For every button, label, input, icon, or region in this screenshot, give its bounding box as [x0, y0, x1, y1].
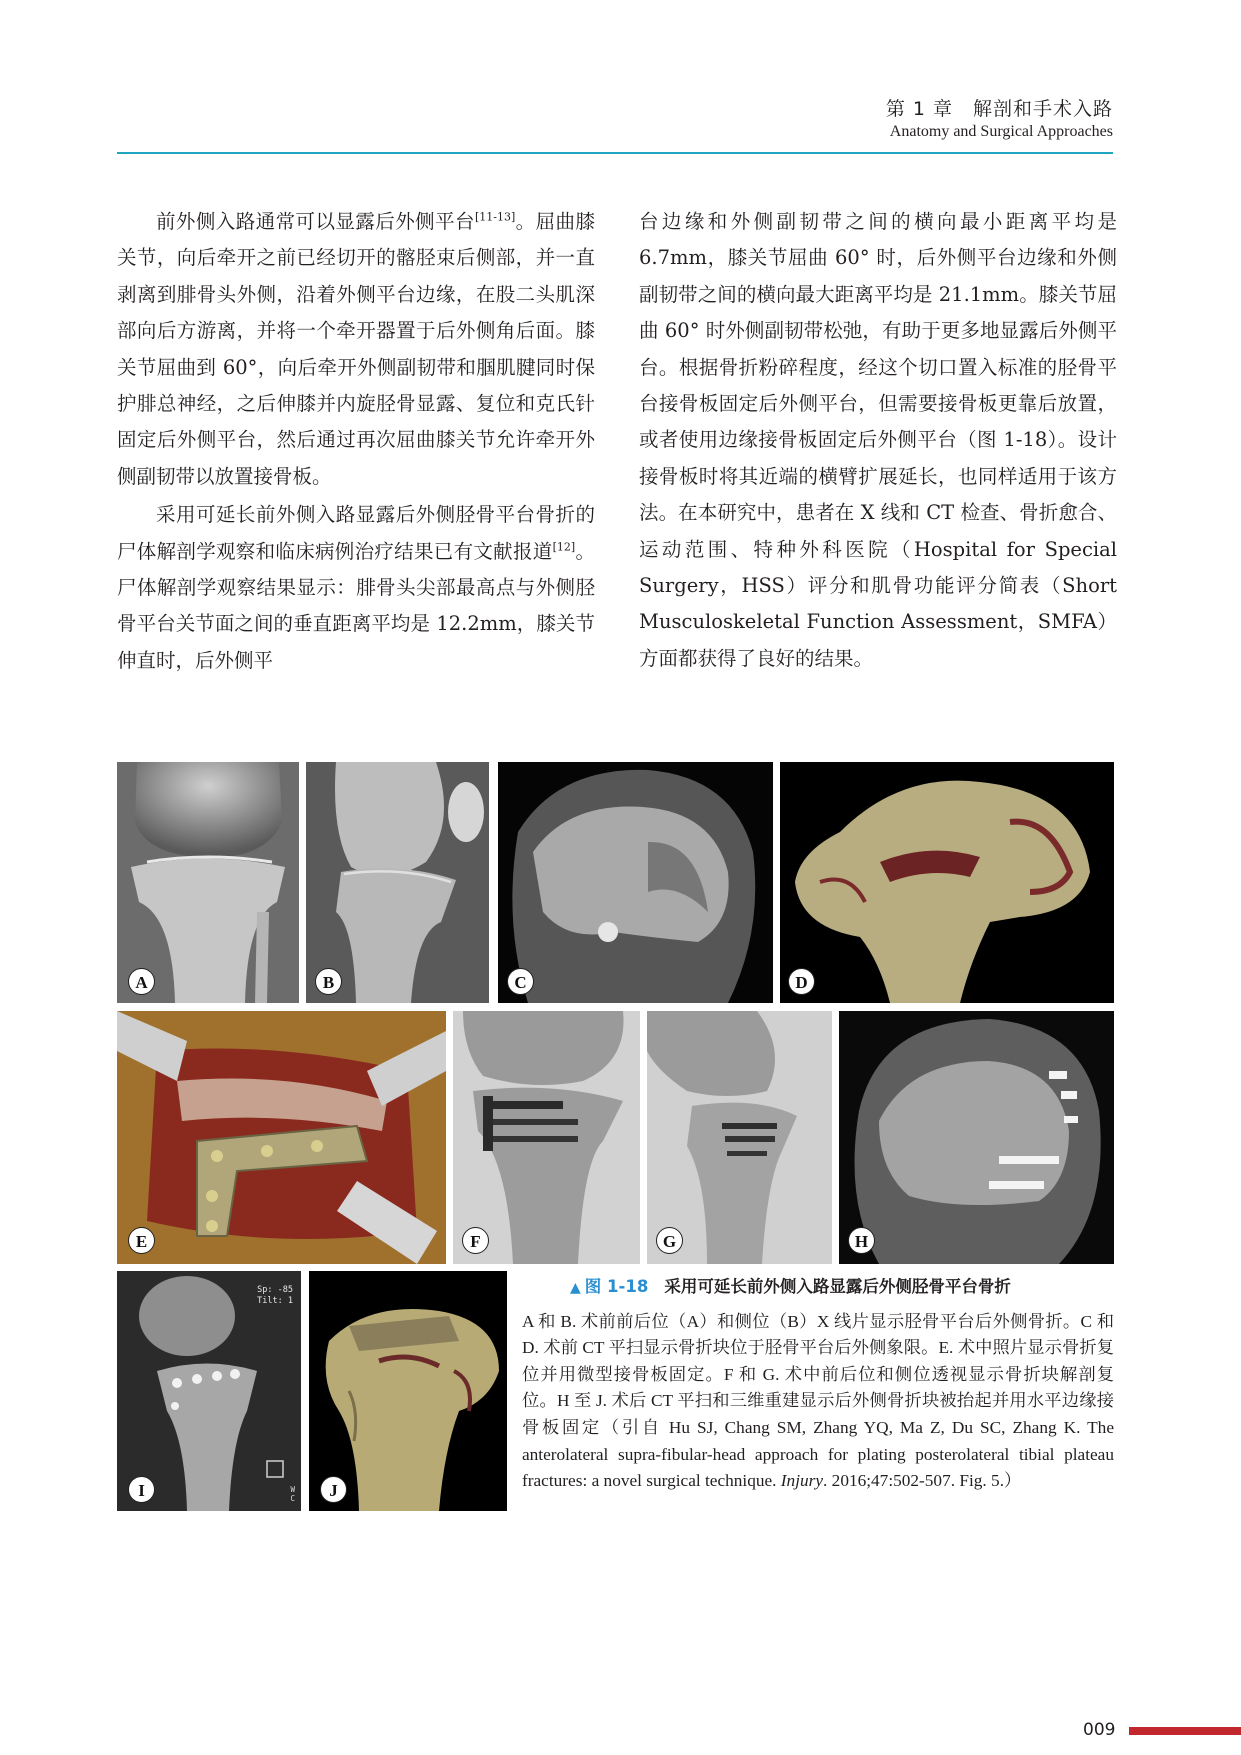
panel-label-h: H: [848, 1227, 875, 1254]
caption-text: A 和 B. 术前前后位（A）和侧位（B）X 线片显示胫骨平台后外侧骨折。C 和 D. 术前 CT 平扫显示骨折块位于胫骨平台后外侧象限。E. 术中照片显示骨折复位并用微型接骨板固定。F 和 G. 术中前后位和侧位透视显示骨折块解剖复位。H 至 J. 术后 CT 平扫和三维重建显示后外侧骨折块被抬起并用水平边缘接骨板固定（引自 Hu SJ, Chang SM, Zhang YQ, Ma Z, Du SC, Zhang K. The anterolateral supra-fibular-head approach for plating posterolateral tibial plateau fractures: a novel surgical technique.: [522, 1311, 1114, 1491]
paragraph-2-continued: 台边缘和外侧副韧带之间的横向最小距离平均是 6.7mm，膝关节屈曲 60° 时，后外侧平台边缘和外侧副韧带之间的横向最大距离平均是 21.1mm。膝关节屈曲 60° 时外侧副韧带松弛，有助于更多地显露后外侧平台。根据骨折粉碎程度，经这个切口置入标准的胫骨平台接骨板固定后外侧平台，但需要接骨板更靠后放置，或者使用边缘接骨板固定后外侧平台（图 1-18）。设计接骨板时将其近端的横臂扩展延长，也同样适用于该方法。在本研究中，患者在 X 线和 CT 检查、骨折愈合、运动范围、特种外科医院（Hospital for Special Surgery，HSS）评分和肌骨功能评分简表（Short Musculoskeletal Function Assessment，SMFA） 方面都获得了良好的结果。: [639, 210, 1117, 670]
panel-h-ct-axial-postop: [839, 1011, 1114, 1264]
panel-a-xray-ap: [117, 762, 299, 1003]
panel-f-fluoro-ap: [453, 1011, 640, 1264]
caption-title: [522, 1274, 1114, 1302]
ct-overlay-top: Sp: -85 Tilt: 1: [257, 1285, 293, 1306]
chapter-title-cn: 第 1 章 解剖和手术入路: [885, 98, 1113, 120]
figure-title: 采用可延长前外侧入路显露后外侧胫骨平台骨折: [664, 1277, 1011, 1296]
panel-label-d: D: [788, 968, 815, 995]
panel-g-fluoro-lateral: [647, 1011, 832, 1264]
panel-label-b: B: [315, 968, 342, 995]
paragraph-2-rest: 。尸体解剖学观察结果显示：腓骨头尖部最高点与外侧胫骨平台关节面之间的垂直距离平均是 12.2mm，膝关节伸直时，后外侧平: [117, 539, 595, 672]
paragraph-2-text: 采用可延长前外侧入路显露后外侧胫骨平台骨折的尸体解剖学观察和临床病例治疗结果已有文献报道: [117, 503, 595, 563]
paragraph-1: [117, 204, 595, 495]
panel-b-xray-lateral: [306, 762, 489, 1003]
caption-body: [522, 1309, 1114, 1495]
paragraph-1-text: 前外侧入路通常可以显露后外侧平台: [156, 210, 475, 233]
panel-label-f: F: [462, 1227, 489, 1254]
panel-label-i: I: [128, 1476, 155, 1503]
panel-label-e: E: [128, 1227, 155, 1254]
chapter-title-en: Anatomy and Surgical Approaches: [889, 123, 1113, 140]
panel-label-c: C: [507, 968, 534, 995]
header-rule: [117, 152, 1113, 154]
caption-citation-tail: . 2016;47:502-507. Fig. 5.）: [823, 1471, 1022, 1491]
body-column-right: [639, 204, 1117, 677]
caption-journal: Injury: [780, 1471, 824, 1491]
panel-label-g: G: [656, 1227, 683, 1254]
panel-j-ct-3d-postop: [309, 1271, 507, 1511]
panel-d-ct-3d: [780, 762, 1114, 1003]
panel-c-ct-axial: [498, 762, 773, 1003]
ct-overlay-bottom: W C: [290, 1485, 295, 1503]
citation-12: [12]: [552, 540, 576, 554]
page-accent-bar: [1129, 1727, 1241, 1735]
figure-number: 图 1-18: [584, 1277, 649, 1296]
paragraph-1-rest: 。屈曲膝关节，向后牵开之前已经切开的髂胫束后侧部，并一直剥离到腓骨头外侧，沿着外侧平台边缘，在股二头肌深部向后方游离，并将一个牵开器置于后外侧角后面。膝关节屈曲到 60°，向后牵开外侧副韧带和腘肌腱同时保护腓总神经，之后伸膝并内旋胫骨显露、复位和克氏针固定后外侧平台，然后通过再次屈曲膝关节允许牵开外侧副韧带以放置接骨板。: [117, 210, 595, 488]
panel-label-j: J: [320, 1476, 347, 1503]
body-column-left: [117, 204, 595, 679]
figure-caption: [522, 1274, 1114, 1495]
panel-label-a: A: [128, 968, 155, 995]
paragraph-2: [117, 497, 595, 679]
panel-i-ct-sagittal: [117, 1271, 301, 1511]
citation-11-13: [11-13]: [474, 210, 516, 224]
page-number: 009: [1083, 1720, 1116, 1740]
triangle-icon: ▲: [570, 1280, 581, 1296]
panel-e-intraop-photo: [117, 1011, 446, 1264]
